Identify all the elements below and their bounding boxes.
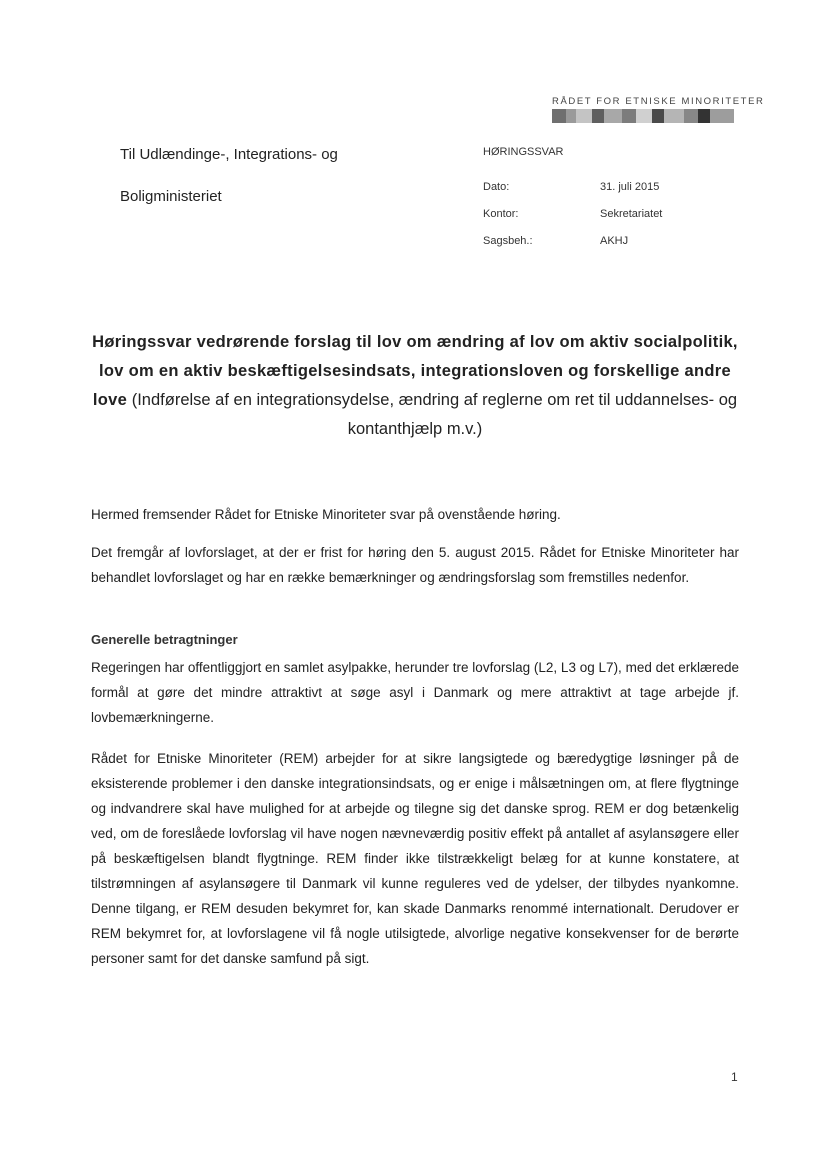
logo-bar-segment: [604, 109, 622, 123]
logo-bar-segment: [684, 109, 698, 123]
logo-bar-segment: [652, 109, 664, 123]
organization-logo-bar: [552, 109, 734, 123]
logo-bar-segment: [552, 109, 566, 123]
logo-bar-segment: [698, 109, 710, 123]
case-officer-label: Sagsbeh.:: [483, 235, 533, 247]
recipient-line-1: Til Udlændinge-, Integrations- og: [120, 146, 338, 163]
document-title: [85, 328, 745, 444]
office-label: Kontor:: [483, 208, 519, 220]
document-type: HØRINGSSVAR: [483, 146, 564, 158]
organization-logo-text: RÅDET FOR ETNISKE MINORITETER: [552, 96, 765, 107]
page-number: 1: [731, 1070, 738, 1084]
date-value: 31. juli 2015: [600, 181, 660, 193]
section-paragraph-1: Regeringen har offentliggjort en samlet asylpakke, herunder tre lovforslag (L2, L3 og L7), med det erklærede formål at gøre det mindre attraktivt at søge asyl i Danmark og mere attraktivt at tage arbejde jf. lovbemærkningerne.: [91, 660, 739, 725]
deadline-paragraph: Det fremgår af lovforslaget, at der er frist for høring den 5. august 2015. Rådet for Etniske Minoriteter har behandlet lovforslaget og har en række bemærkninger og ændringsforslag som fremstilles nedenfor.: [91, 545, 739, 585]
recipient-line-2: Boligministeriet: [120, 188, 222, 205]
logo-bar-segment: [592, 109, 604, 123]
logo-bar-segment: [566, 109, 576, 123]
office-value: Sekretariatet: [600, 208, 663, 220]
section-heading: Generelle betragtninger: [91, 632, 238, 647]
document-title-normal: (Indførelse af en integrationsydelse, ændring af reglerne om ret til uddannelses- og kontanthjælp m.v.): [127, 391, 738, 438]
case-officer-value: AKHJ: [600, 235, 629, 247]
logo-bar-segment: [622, 109, 636, 123]
logo-bar-segment: [636, 109, 652, 123]
document-title-bold: Høringssvar vedrørende forslag til lov om ændring af lov om aktiv socialpolitik, lov om en aktiv beskæftigelsesindsats, integrationsloven og forskellige andre love: [92, 333, 738, 409]
logo-bar-segment: [710, 109, 734, 123]
logo-bar-segment: [664, 109, 684, 123]
logo-bar-segment: [576, 109, 592, 123]
date-label: Dato:: [483, 181, 510, 193]
intro-paragraph: Hermed fremsender Rådet for Etniske Minoriteter svar på ovenstående høring.: [91, 507, 561, 522]
section-paragraph-2: Rådet for Etniske Minoriteter (REM) arbejder for at sikre langsigtede og bæredygtige løsninger på de eksisterende problemer i den danske integrationsindsats, og er enige i målsætningen om, at flere flygtninge og indvandrere skal have mulighed for at arbejde og tilegne sig det danske sprog. REM er dog betænkelig ved, om de foreslåede lovforslag vil have nogen nævneværdig positiv effekt på antallet af asylansøgere eller på beskæftigelsen blandt flygtninge. REM finder ikke tilstrækkeligt belæg for at kunne konstatere, at tilstrømningen af asylansøgere til Danmark vil kunne reguleres ved de ydelser, der tilbydes nyankomne. Denne tilgang, er REM desuden bekymret for, kan skade Danmarks renommé internationalt. Derudover er REM bekymret for, at lovforslagene vil få nogle utilsigtede, alvorlige negative konsekvenser for de berørte personer samt for det danske samfund på sigt.: [91, 751, 739, 966]
